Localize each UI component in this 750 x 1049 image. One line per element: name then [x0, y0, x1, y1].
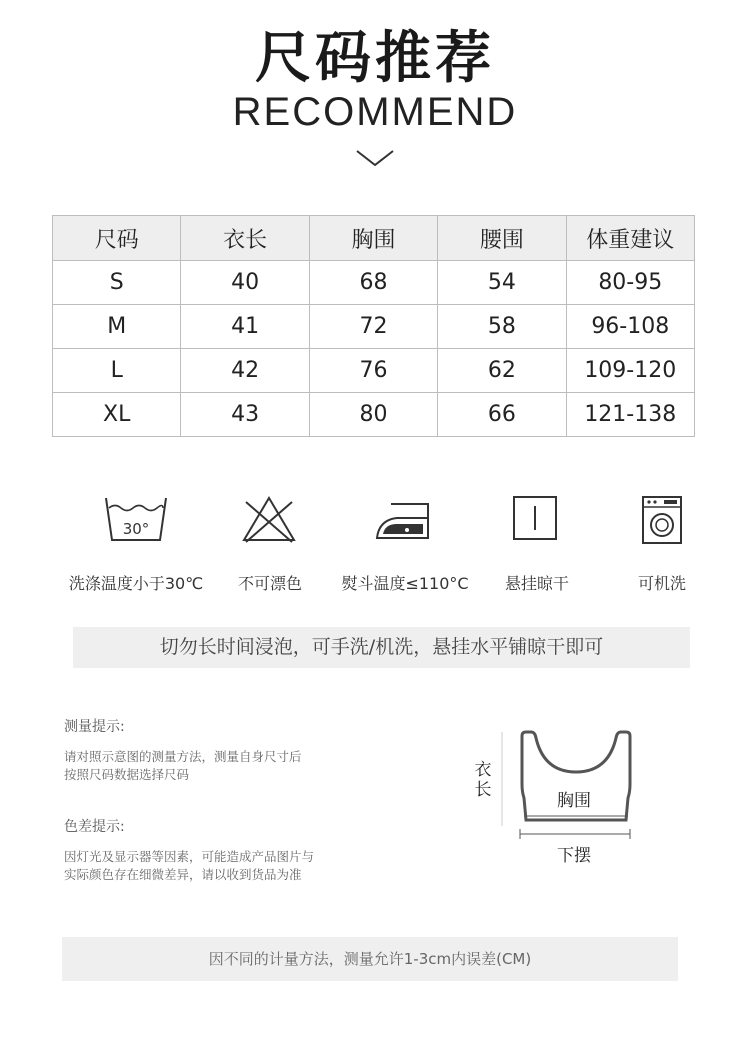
- page-subtitle: RECOMMEND: [232, 90, 518, 134]
- header-cell: 尺码: [53, 216, 181, 261]
- care-label: 熨斗温度≤110°C: [341, 574, 469, 593]
- table-cell: 109-120: [566, 349, 694, 393]
- table-cell: S: [53, 261, 181, 305]
- table-row: [53, 305, 695, 349]
- washing-machine-icon: [640, 494, 684, 546]
- page-title: 尺码推荐: [255, 26, 495, 91]
- table-cell: 72: [309, 305, 437, 349]
- care-no-bleach: [194, 494, 344, 544]
- care-wash: [61, 494, 211, 546]
- hem-label: 下摆: [557, 846, 591, 866]
- measure-tip-line: 请对照示意图的测量方法，测量自身尺寸后: [64, 749, 302, 764]
- table-cell: 66: [438, 393, 566, 437]
- table-cell: 40: [181, 261, 309, 305]
- measure-tip-title: 测量提示:: [64, 719, 125, 735]
- table-cell: 80-95: [566, 261, 694, 305]
- length-label: 衣长: [474, 760, 492, 800]
- hang-dry-icon: [511, 494, 559, 542]
- table-cell: 121-138: [566, 393, 694, 437]
- wash-temperature: 30°: [122, 520, 150, 538]
- care-iron: [329, 494, 479, 544]
- care-machine-wash: [587, 494, 737, 546]
- header-cell: 体重建议: [566, 216, 694, 261]
- color-tip-line: 因灯光及显示器等因素，可能造成产品图片与: [64, 849, 315, 864]
- chevron-down-icon: [355, 148, 395, 168]
- header-cell: 胸围: [309, 216, 437, 261]
- chest-label: 胸围: [557, 791, 591, 811]
- table-cell: 43: [181, 393, 309, 437]
- color-tip-text: [64, 848, 354, 884]
- header-cell: 腰围: [438, 216, 566, 261]
- care-label: 可机洗: [637, 574, 686, 593]
- table-cell: 80: [309, 393, 437, 437]
- table-row: [53, 349, 695, 393]
- table-cell: 96-108: [566, 305, 694, 349]
- size-table: [52, 215, 695, 437]
- table-row: [53, 261, 695, 305]
- table-cell: L: [53, 349, 181, 393]
- header-cell: 衣长: [181, 216, 309, 261]
- measure-tip-line: 按照尺码数据选择尺码: [64, 767, 190, 782]
- measure-tip-text: [64, 748, 354, 784]
- table-cell: M: [53, 305, 181, 349]
- table-cell: 41: [181, 305, 309, 349]
- care-label: 洗涤温度小于30℃: [68, 574, 204, 593]
- table-cell: 54: [438, 261, 566, 305]
- table-row: [53, 393, 695, 437]
- wash-30-icon: [103, 494, 169, 546]
- color-tip-line: 实际颜色存在细微差异，请以收到货品为准: [64, 867, 302, 882]
- care-note: 切勿长时间浸泡，可手洗/机洗，悬挂水平铺晾干即可: [73, 627, 690, 668]
- table-cell: 68: [309, 261, 437, 305]
- table-cell: 76: [309, 349, 437, 393]
- iron-icon: [373, 494, 435, 544]
- care-label: 悬挂晾干: [504, 574, 569, 593]
- table-header-row: [53, 216, 695, 261]
- table-cell: 62: [438, 349, 566, 393]
- table-cell: XL: [53, 393, 181, 437]
- table-cell: 42: [181, 349, 309, 393]
- color-tip-title: 色差提示:: [64, 819, 125, 835]
- measurement-note: 因不同的计量方法，测量允许1-3cm内误差(CM): [62, 937, 678, 981]
- table-cell: 58: [438, 305, 566, 349]
- no-bleach-icon: [241, 494, 297, 544]
- garment-diagram: [468, 728, 638, 848]
- care-label: 不可漂色: [237, 574, 302, 593]
